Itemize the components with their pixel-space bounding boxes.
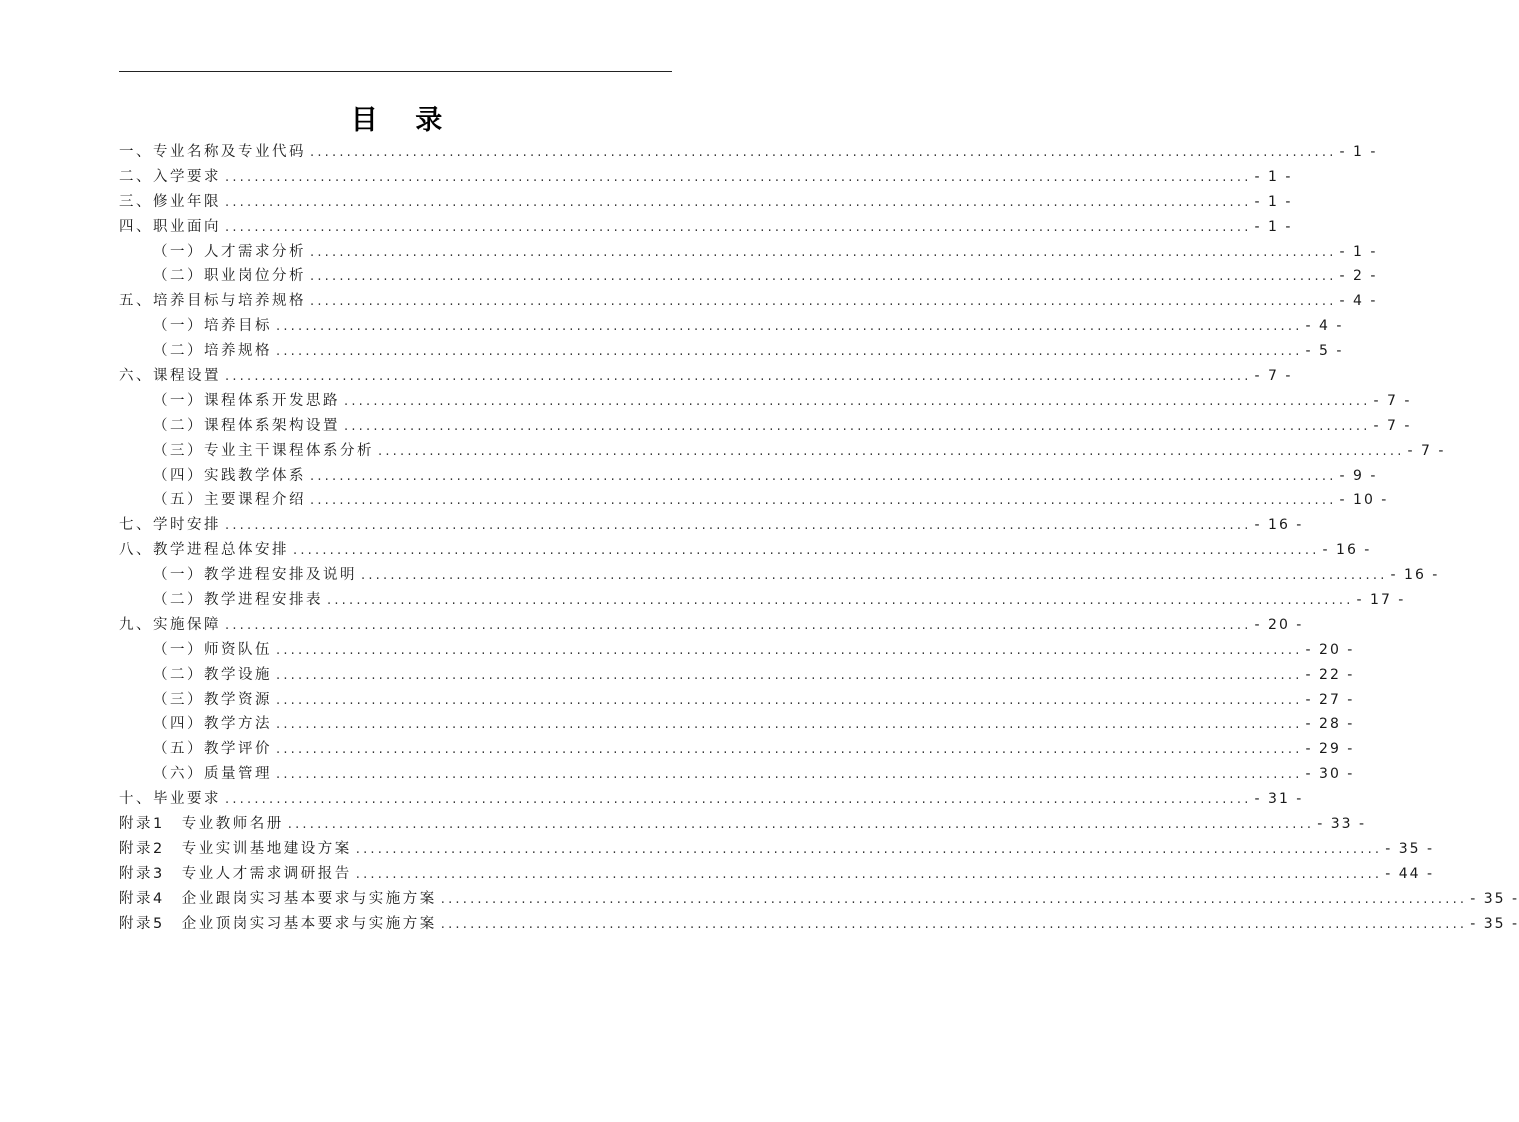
toc-entry[interactable] (119, 166, 1293, 191)
toc-entry[interactable] (119, 489, 1389, 514)
toc-entry[interactable] (119, 141, 1378, 166)
toc-dot-leader: ............................................................................................................................................ (276, 767, 1303, 783)
toc-dot-leader: ............................................................................................................................................ (276, 344, 1303, 360)
toc-page-number: - 4 - (1305, 318, 1344, 335)
toc-entry[interactable] (119, 738, 1355, 763)
toc-entry[interactable] (119, 440, 1446, 465)
toc-entry-label: （一）教学进程安排及说明 (153, 567, 357, 584)
toc-dot-leader: ............................................................................................................................................ (276, 319, 1303, 335)
toc-page-number: - 44 - (1385, 865, 1435, 882)
toc-entry-label: （一）培养目标 (153, 318, 272, 335)
toc-dot-leader: ............................................................................................................................................ (355, 866, 1383, 882)
toc-dot-leader: ............................................................................................................................................ (225, 194, 1252, 210)
toc-dot-leader: ............................................................................................................................................ (344, 418, 1371, 434)
toc-page-number: - 10 - (1339, 492, 1389, 509)
toc-page-number: - 2 - (1339, 268, 1378, 285)
toc-page-number: - 31 - (1254, 791, 1304, 808)
toc-entry[interactable] (119, 913, 1519, 938)
toc-page-number: - 7 - (1254, 368, 1293, 385)
toc-page-number: - 27 - (1305, 691, 1355, 708)
toc-page-number: - 30 - (1305, 766, 1355, 783)
toc-page-number: - 1 - (1254, 218, 1293, 235)
toc-entry-label: （二）教学进程安排表 (153, 592, 323, 609)
toc-dot-leader: ............................................................................................................................................ (440, 891, 1468, 907)
toc-dot-leader: ............................................................................................................................................ (276, 642, 1303, 658)
toc-entry-label: 六、课程设置 (119, 368, 221, 385)
toc-entry-label: 七、学时安排 (119, 517, 221, 534)
toc-page-number: - 20 - (1254, 616, 1304, 633)
toc-page-number: - 16 - (1254, 517, 1304, 534)
toc-dot-leader: ............................................................................................................................................ (310, 244, 1337, 260)
toc-entry-label: 一、专业名称及专业代码 (119, 144, 306, 160)
toc-entry-label: 附录1 专业教师名册 (119, 816, 284, 833)
toc-page-number: - 7 - (1373, 417, 1412, 434)
toc-entry[interactable] (119, 340, 1344, 365)
toc-entry[interactable] (119, 639, 1355, 664)
toc-dot-leader: ............................................................................................................................................ (355, 841, 1383, 857)
toc-entry[interactable] (119, 315, 1344, 340)
toc-entry[interactable] (119, 689, 1355, 714)
toc-entry[interactable] (119, 564, 1440, 589)
toc-dot-leader: ............................................................................................................................................ (293, 543, 1320, 559)
toc-entry-label: （一）师资队伍 (153, 641, 272, 658)
toc-page-number: - 7 - (1407, 442, 1446, 459)
toc-page-number: - 17 - (1356, 592, 1406, 609)
toc-entry-label: （二）职业岗位分析 (153, 268, 306, 285)
toc-entry[interactable] (119, 514, 1304, 539)
toc-page-number: - 1 - (1254, 193, 1293, 210)
toc-page-number: - 35 - (1470, 915, 1519, 932)
toc-entry[interactable] (119, 614, 1304, 639)
toc-entry[interactable] (119, 365, 1293, 390)
toc-entry[interactable] (119, 465, 1378, 490)
toc-dot-leader: ............................................................................................................................................ (225, 219, 1252, 235)
toc-entry-label: （二）培养规格 (153, 343, 272, 360)
toc-page-number: - 28 - (1305, 716, 1355, 733)
toc-entry-label: 二、入学要求 (119, 168, 221, 185)
toc-page-number: - 35 - (1385, 840, 1435, 857)
toc-entry-label: 附录4 企业跟岗实习基本要求与实施方案 (119, 890, 437, 907)
toc-dot-leader: ............................................................................................................................................ (310, 269, 1337, 285)
toc-entry-label: （一）人才需求分析 (153, 243, 306, 260)
toc-dot-leader: ............................................................................................................................................ (276, 692, 1303, 708)
toc-entry-label: 四、职业面向 (119, 218, 221, 235)
toc-entry-label: 附录2 专业实训基地建设方案 (119, 840, 352, 857)
toc-entry-label: （三）教学资源 (153, 691, 272, 708)
header-rule (119, 71, 672, 72)
toc-entry-label: （三）专业主干课程体系分析 (153, 442, 374, 459)
toc-page-number: - 7 - (1373, 392, 1412, 409)
toc-entry-label: 五、培养目标与培养规格 (119, 293, 306, 310)
toc-entry-label: （五）主要课程介绍 (153, 492, 306, 509)
toc-entry[interactable] (119, 265, 1378, 290)
toc-entry-label: （六）质量管理 (153, 766, 272, 783)
toc-page-number: - 35 - (1470, 890, 1519, 907)
toc-entry-label: 附录3 专业人才需求调研报告 (119, 865, 352, 882)
toc-dot-leader: ............................................................................................................................................ (225, 792, 1252, 808)
toc-dot-leader: ............................................................................................................................................ (327, 593, 1354, 609)
toc-dot-leader: ............................................................................................................................................ (378, 443, 1405, 459)
toc-dot-leader: ............................................................................................................................................ (225, 169, 1252, 185)
toc-entry[interactable] (119, 191, 1293, 216)
toc-dot-leader: ............................................................................................................................................ (225, 617, 1252, 633)
toc-entry[interactable] (119, 216, 1293, 241)
toc-page-number: - 16 - (1390, 567, 1440, 584)
toc-entry-label: （四）教学方法 (153, 716, 272, 733)
toc-entry-label: （二）教学设施 (153, 666, 272, 683)
toc-dot-leader: ............................................................................................................................................ (276, 742, 1303, 758)
toc-entry-label: 八、教学进程总体安排 (119, 542, 289, 559)
toc-entry[interactable] (119, 539, 1372, 564)
toc-dot-leader: ............................................................................................................................................ (310, 493, 1337, 509)
toc-dot-leader: ............................................................................................................................................ (361, 568, 1388, 584)
toc-page-number: - 16 - (1322, 542, 1372, 559)
toc-entry-label: （五）教学评价 (153, 741, 272, 758)
toc-entry[interactable] (119, 664, 1355, 689)
toc-page-number: - 1 - (1339, 243, 1378, 260)
toc-page-number: - 1 - (1254, 168, 1293, 185)
toc-dot-leader: ............................................................................................................................................ (310, 468, 1337, 484)
toc-page-number: - 29 - (1305, 741, 1355, 758)
toc-dot-leader: ............................................................................................................................................ (225, 518, 1252, 534)
toc-entry[interactable] (119, 390, 1412, 415)
toc-entry-label: 九、实施保障 (119, 616, 221, 633)
toc-page-number: - 22 - (1305, 666, 1355, 683)
toc-dot-leader: ............................................................................................................................................ (310, 294, 1337, 310)
toc-entry-label: 十、毕业要求 (119, 791, 221, 808)
toc-page-number: - 20 - (1305, 641, 1355, 658)
toc-entry[interactable] (119, 713, 1355, 738)
toc-entry[interactable] (119, 838, 1435, 863)
toc-dot-leader: ............................................................................................................................................ (287, 817, 1315, 833)
toc-dot-leader: ............................................................................................................................................ (276, 667, 1303, 683)
toc-page-number: - 4 - (1339, 293, 1378, 310)
toc-entry[interactable] (119, 888, 1519, 913)
toc-page-number: - 1 - (1339, 144, 1378, 160)
toc-entry-label: 三、修业年限 (119, 193, 221, 210)
toc-dot-leader: ............................................................................................................................................ (440, 916, 1468, 932)
toc-entry[interactable] (119, 763, 1355, 788)
toc-dot-leader: ............................................................................................................................................ (225, 369, 1252, 385)
toc-entry[interactable] (119, 863, 1435, 888)
toc-entry-label: （二）课程体系架构设置 (153, 417, 340, 434)
toc-entry[interactable] (119, 241, 1378, 266)
toc-title: 目 录 (350, 105, 457, 136)
toc-entry[interactable] (119, 788, 1304, 813)
toc-dot-leader: ............................................................................................................................................ (310, 145, 1337, 160)
toc-dot-leader: ............................................................................................................................................ (344, 393, 1371, 409)
toc-entry[interactable] (119, 589, 1406, 614)
toc-entry-label: （一）课程体系开发思路 (153, 392, 340, 409)
toc-entry[interactable] (119, 813, 1367, 838)
toc-page-number: - 5 - (1305, 343, 1344, 360)
table-of-contents (119, 141, 1519, 938)
toc-entry[interactable] (119, 415, 1412, 440)
toc-page-number: - 33 - (1317, 816, 1367, 833)
toc-page-number: - 9 - (1339, 467, 1378, 484)
toc-entry-label: 附录5 企业顶岗实习基本要求与实施方案 (119, 915, 437, 932)
toc-dot-leader: ............................................................................................................................................ (276, 717, 1303, 733)
toc-entry[interactable] (119, 290, 1378, 315)
toc-entry-label: （四）实践教学体系 (153, 467, 306, 484)
